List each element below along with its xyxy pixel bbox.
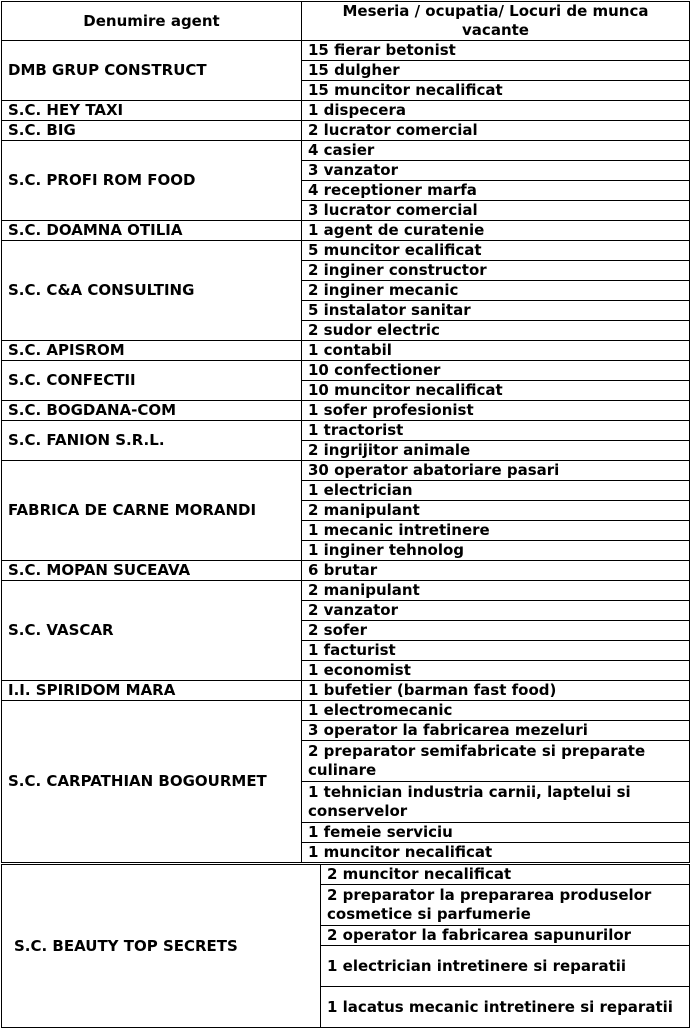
job-cell: 2 vanzator bbox=[302, 601, 690, 621]
job-cell: 1 electrician intretinere si reparatii bbox=[321, 946, 690, 987]
header-row bbox=[2, 2, 690, 41]
table-row bbox=[2, 121, 690, 141]
vacancy-table bbox=[1, 1, 690, 863]
job-cell: 5 instalator sanitar bbox=[302, 301, 690, 321]
agent-name: DMB GRUP CONSTRUCT bbox=[2, 41, 302, 101]
agent-name: S.C. CONFECTII bbox=[2, 361, 302, 401]
agent-name: S.C. APISROM bbox=[2, 341, 302, 361]
job-cell: 2 preparator semifabricate si preparate culinare bbox=[302, 741, 690, 782]
job-cell: 2 inginer mecanic bbox=[302, 281, 690, 301]
job-cell: 15 dulgher bbox=[302, 61, 690, 81]
job-cell: 1 economist bbox=[302, 661, 690, 681]
job-cell: 1 electrician bbox=[302, 481, 690, 501]
header-job: Meseria / ocupatia/ Locuri de munca vacante bbox=[302, 2, 690, 41]
table-row bbox=[2, 561, 690, 581]
job-cell: 1 electromecanic bbox=[302, 701, 690, 721]
table-row bbox=[2, 421, 690, 441]
job-cell: 1 dispecera bbox=[302, 101, 690, 121]
agent-name: S.C. BEAUTY TOP SECRETS bbox=[2, 865, 321, 1028]
table-row bbox=[2, 41, 690, 61]
beauty-table-body bbox=[2, 865, 690, 1028]
table-row bbox=[2, 141, 690, 161]
table-row bbox=[2, 461, 690, 481]
job-cell: 15 fierar betonist bbox=[302, 41, 690, 61]
agent-name: S.C. BIG bbox=[2, 121, 302, 141]
table-row bbox=[2, 701, 690, 721]
agent-name: S.C. VASCAR bbox=[2, 581, 302, 681]
job-cell: 6 brutar bbox=[302, 561, 690, 581]
job-cell: 2 muncitor necalificat bbox=[321, 865, 690, 885]
table-row bbox=[2, 221, 690, 241]
job-cell: 10 confectioner bbox=[302, 361, 690, 381]
table-row bbox=[2, 341, 690, 361]
job-cell: 2 ingrijitor animale bbox=[302, 441, 690, 461]
agent-name: I.I. SPIRIDOM MARA bbox=[2, 681, 302, 701]
beauty-top-secrets-table bbox=[1, 864, 690, 1028]
job-cell: 30 operator abatoriare pasari bbox=[302, 461, 690, 481]
job-cell: 5 muncitor ecalificat bbox=[302, 241, 690, 261]
job-cell: 1 bufetier (barman fast food) bbox=[302, 681, 690, 701]
job-cell: 1 tractorist bbox=[302, 421, 690, 441]
table-row bbox=[2, 101, 690, 121]
job-cell: 1 lacatus mecanic intretinere si reparatii bbox=[321, 987, 690, 1028]
agent-name: FABRICA DE CARNE MORANDI bbox=[2, 461, 302, 561]
job-cell: 2 manipulant bbox=[302, 501, 690, 521]
agent-name: S.C. C&A CONSULTING bbox=[2, 241, 302, 341]
job-cell: 1 contabil bbox=[302, 341, 690, 361]
job-cell: 15 muncitor necalificat bbox=[302, 81, 690, 101]
table-row bbox=[2, 865, 690, 885]
job-cell: 1 sofer profesionist bbox=[302, 401, 690, 421]
agent-name: S.C. CARPATHIAN BOGOURMET bbox=[2, 701, 302, 863]
table-row bbox=[2, 581, 690, 601]
job-cell: 2 sudor electric bbox=[302, 321, 690, 341]
job-cell: 1 mecanic intretinere bbox=[302, 521, 690, 541]
job-cell: 2 sofer bbox=[302, 621, 690, 641]
agent-name: S.C. DOAMNA OTILIA bbox=[2, 221, 302, 241]
job-cell: 2 preparator la prepararea produselor cosmetice si parfumerie bbox=[321, 885, 690, 926]
job-cell: 1 femeie serviciu bbox=[302, 823, 690, 843]
job-cell: 10 muncitor necalificat bbox=[302, 381, 690, 401]
job-cell: 1 tehnician industria carnii, laptelui si conservelor bbox=[302, 782, 690, 823]
agent-name: S.C. FANION S.R.L. bbox=[2, 421, 302, 461]
job-cell: 4 casier bbox=[302, 141, 690, 161]
job-cell: 3 vanzator bbox=[302, 161, 690, 181]
job-cell: 1 muncitor necalificat bbox=[302, 843, 690, 863]
agent-name: S.C. PROFI ROM FOOD bbox=[2, 141, 302, 221]
job-cell: 3 operator la fabricarea mezeluri bbox=[302, 721, 690, 741]
agent-name: S.C. HEY TAXI bbox=[2, 101, 302, 121]
table-body bbox=[2, 41, 690, 863]
table-row bbox=[2, 401, 690, 421]
agent-name: S.C. BOGDANA-COM bbox=[2, 401, 302, 421]
table-row bbox=[2, 361, 690, 381]
job-cell: 2 operator la fabricarea sapunurilor bbox=[321, 926, 690, 946]
table-row bbox=[2, 681, 690, 701]
job-cell: 1 agent de curatenie bbox=[302, 221, 690, 241]
job-cell: 2 inginer constructor bbox=[302, 261, 690, 281]
table-row bbox=[2, 241, 690, 261]
job-cell: 1 inginer tehnolog bbox=[302, 541, 690, 561]
job-cell: 1 facturist bbox=[302, 641, 690, 661]
job-cell: 2 lucrator comercial bbox=[302, 121, 690, 141]
job-cell: 4 receptioner marfa bbox=[302, 181, 690, 201]
job-cell: 2 manipulant bbox=[302, 581, 690, 601]
agent-name: S.C. MOPAN SUCEAVA bbox=[2, 561, 302, 581]
header-agent: Denumire agent bbox=[2, 2, 302, 41]
job-cell: 3 lucrator comercial bbox=[302, 201, 690, 221]
